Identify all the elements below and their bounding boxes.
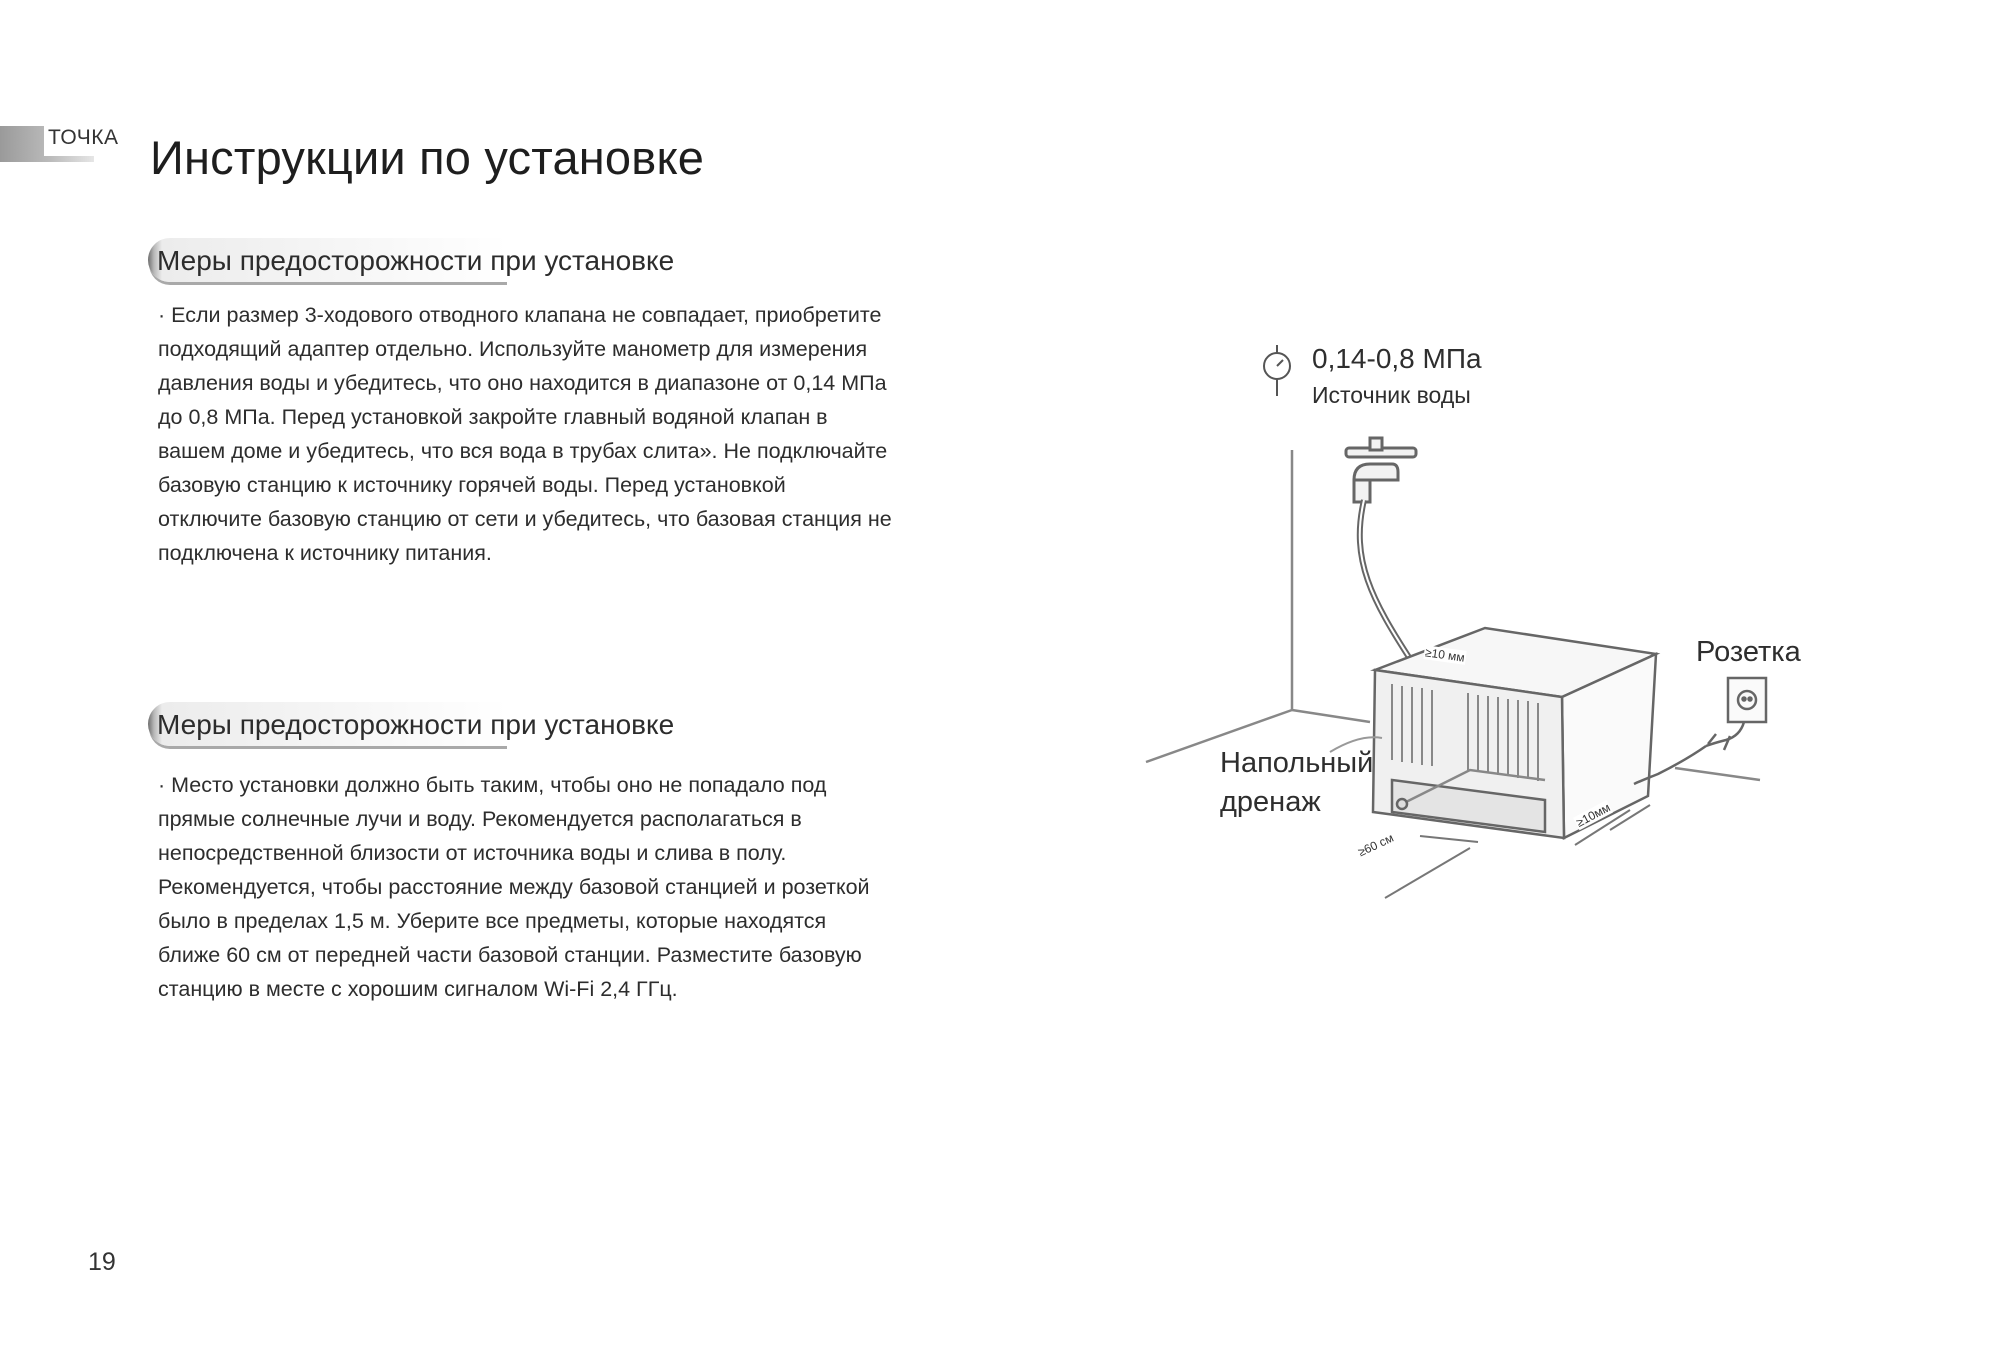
section-heading-2-text: Меры предосторожности при установке <box>157 709 675 740</box>
dimension-front-label: ≥60 см <box>1355 830 1396 860</box>
section-1-paragraph <box>158 298 958 570</box>
water-faucet-icon <box>1346 438 1416 662</box>
paragraph-line: прямые солнечные лучи и воду. Рекомендуется располагаться в <box>158 807 802 831</box>
paragraph-line: было в пределах 1,5 м. Уберите все предметы, которые находятся <box>158 909 827 933</box>
pressure-gauge-icon <box>1264 345 1290 396</box>
paragraph-line: ближе 60 см от передней части базовой станции. Разместите базовую <box>158 943 862 967</box>
pressure-label: 0,14-0,8 МПа <box>1312 343 1482 374</box>
section-tab-label: ТОЧКА <box>44 124 123 156</box>
section-2-paragraph <box>158 768 958 1006</box>
paragraph-line: станцию в месте с хорошим сигналом Wi-Fi 2,4 ГГц. <box>158 977 678 1001</box>
water-source-label: Источник воды <box>1312 382 1471 408</box>
paragraph-line: вашем доме и убедитесь, что вся вода в трубах слита». Не подключайте <box>158 439 888 463</box>
dimension-right-label: ≥10мм <box>1573 800 1613 830</box>
paragraph-line: давления воды и убедитесь, что оно находится в диапазоне от 0,14 МПа <box>158 371 887 395</box>
page-number: 19 <box>88 1248 116 1276</box>
paragraph-line: до 0,8 МПа. Перед установкой закройте главный водяной клапан в <box>158 405 828 429</box>
base-station-icon <box>1373 628 1656 838</box>
paragraph-line: · Если размер 3-ходового отводного клапана не совпадает, приобретите <box>158 303 882 327</box>
paragraph-line: подключена к источнику питания. <box>158 541 492 565</box>
paragraph-line: Рекомендуется, чтобы расстояние между базовой станцией и розеткой <box>158 875 870 899</box>
section-heading-2 <box>148 702 675 746</box>
installation-diagram <box>1140 330 1820 920</box>
paragraph-line: базовую станцию к источнику горячей воды. Перед установкой <box>158 473 786 497</box>
paragraph-line: непосредственной близости от источника воды и слива в полу. <box>158 841 787 865</box>
section-heading-1-text: Меры предосторожности при установке <box>157 245 675 276</box>
dimension-top-label: ≥10 мм <box>1424 645 1466 665</box>
paragraph-line: подходящий адаптер отдельно. Используйте манометр для измерения <box>158 337 868 361</box>
outlet-label: Розетка <box>1696 636 1801 668</box>
paragraph-line: · Место установки должно быть таким, чтобы оно не попадало под <box>158 773 827 797</box>
section-heading-1 <box>148 238 675 282</box>
paragraph-line: отключите базовую станцию от сети и убедитесь, что базовая станция не <box>158 507 892 531</box>
page-title: Инструкции по установке <box>150 131 705 184</box>
floor-drain-label: Напольный дренаж <box>1220 747 1374 818</box>
